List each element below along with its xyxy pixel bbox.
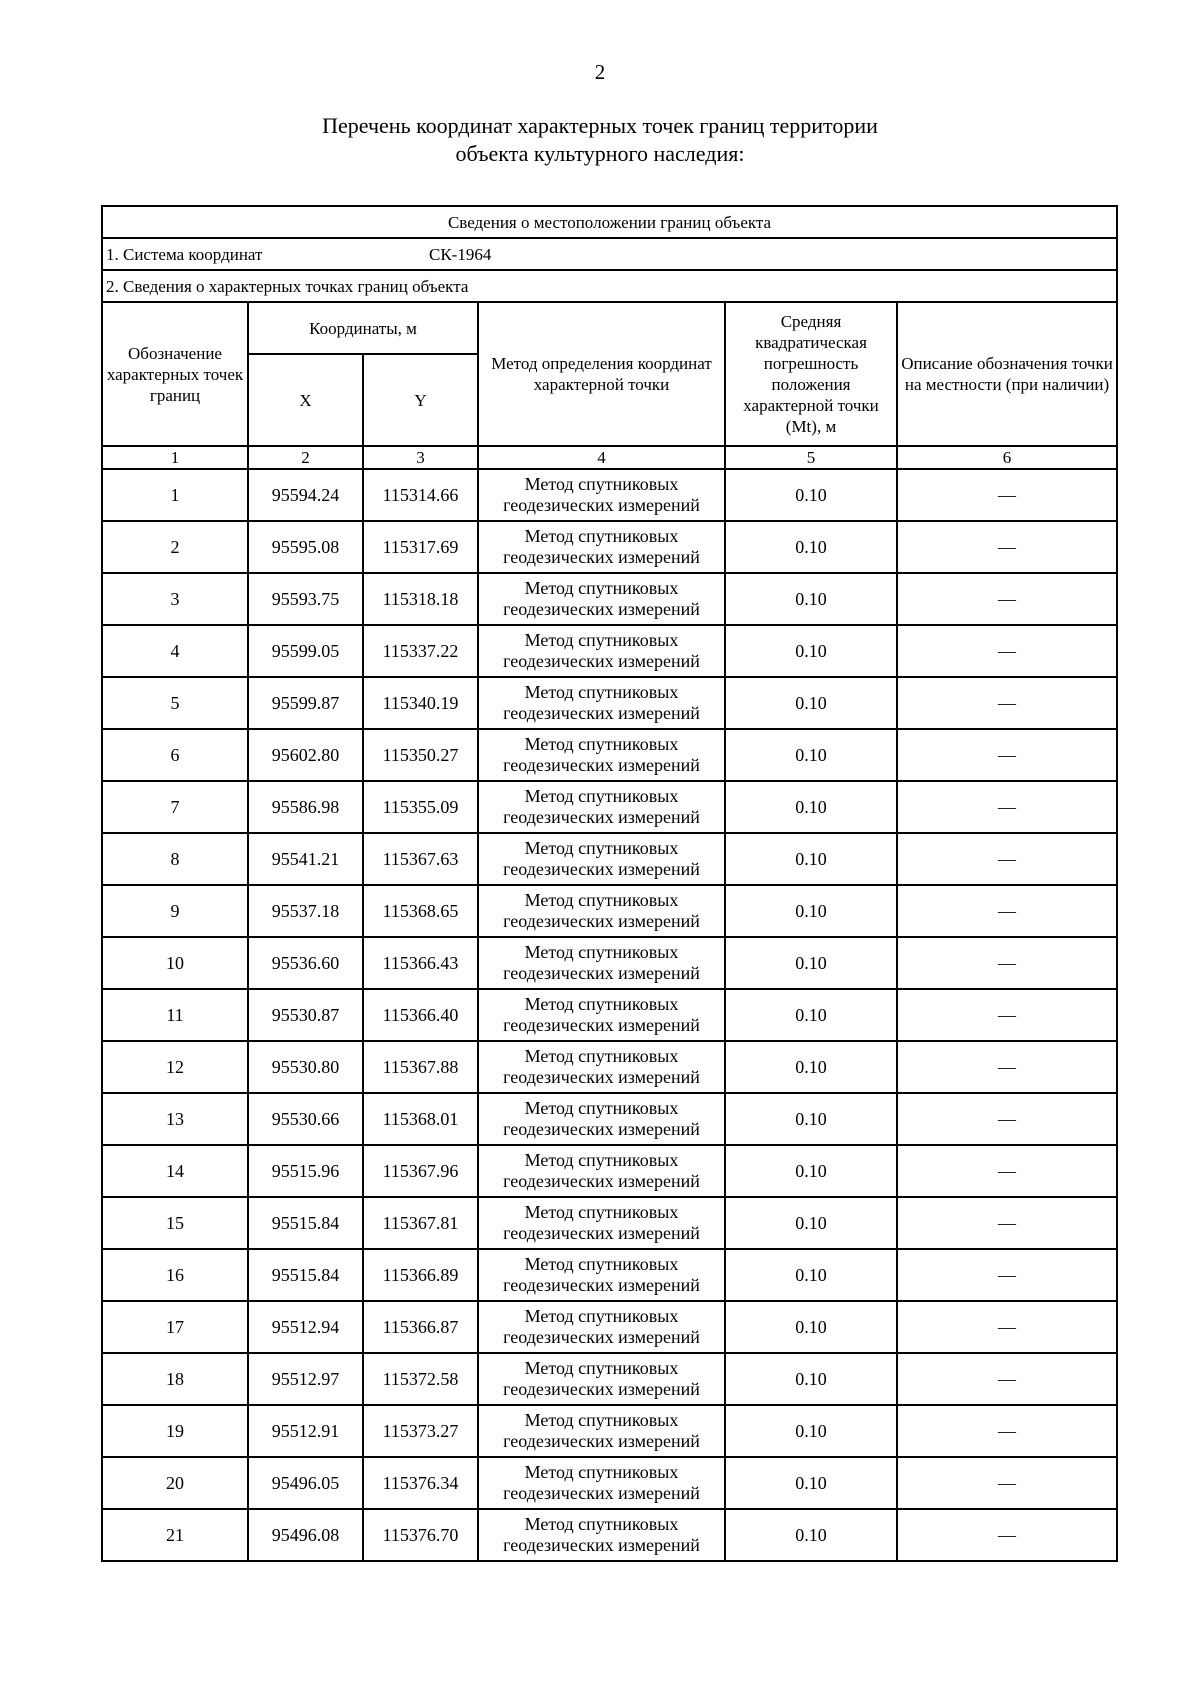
point-number: 18 — [102, 1353, 248, 1405]
method-line-2: геодезических измерений — [503, 547, 700, 567]
mean-square-error: 0.10 — [725, 625, 897, 677]
mean-square-error: 0.10 — [725, 729, 897, 781]
method-line-1: Метод спутниковых — [524, 890, 679, 910]
coordinate-y: 115367.96 — [363, 1145, 478, 1197]
coordinate-system-label: 1. Система координат — [106, 244, 263, 264]
method-line-1: Метод спутниковых — [524, 1462, 679, 1482]
coordinate-y: 115376.70 — [363, 1509, 478, 1561]
point-description: — — [897, 989, 1117, 1041]
coordinate-x: 95536.60 — [248, 937, 363, 989]
coordinate-x: 95595.08 — [248, 521, 363, 573]
coordinate-system-value: СК-1964 — [429, 244, 492, 264]
point-number: 13 — [102, 1093, 248, 1145]
method-line-2: геодезических измерений — [503, 651, 700, 671]
mean-square-error: 0.10 — [725, 833, 897, 885]
coordinate-y: 115350.27 — [363, 729, 478, 781]
point-description: — — [897, 573, 1117, 625]
column-number: 6 — [897, 446, 1117, 469]
mean-square-error: 0.10 — [725, 1145, 897, 1197]
point-number: 5 — [102, 677, 248, 729]
method-cell — [478, 937, 725, 989]
header-coordinates: Координаты, м — [248, 302, 478, 354]
table-row — [102, 885, 1117, 937]
point-number: 19 — [102, 1405, 248, 1457]
coordinate-x: 95541.21 — [248, 833, 363, 885]
table-row — [102, 625, 1117, 677]
coordinate-x: 95496.08 — [248, 1509, 363, 1561]
table-row — [102, 1041, 1117, 1093]
point-number: 1 — [102, 469, 248, 521]
method-line-1: Метод спутниковых — [524, 630, 679, 650]
section-header: Сведения о местоположении границ объекта — [102, 206, 1117, 238]
point-number: 8 — [102, 833, 248, 885]
method-cell — [478, 1145, 725, 1197]
coordinate-y: 115368.01 — [363, 1093, 478, 1145]
point-description: — — [897, 469, 1117, 521]
method-line-1: Метод спутниковых — [524, 994, 679, 1014]
column-numbers-row — [102, 446, 1117, 469]
table-row — [102, 1197, 1117, 1249]
coordinate-y: 115340.19 — [363, 677, 478, 729]
method-line-2: геодезических измерений — [503, 1015, 700, 1035]
method-cell — [478, 573, 725, 625]
header-description: Описание обозначения точки на местности (при наличии) — [897, 302, 1117, 446]
coordinate-y: 115368.65 — [363, 885, 478, 937]
mean-square-error: 0.10 — [725, 1249, 897, 1301]
mean-square-error: 0.10 — [725, 989, 897, 1041]
coordinate-x: 95515.84 — [248, 1249, 363, 1301]
method-line-2: геодезических измерений — [503, 1483, 700, 1503]
point-description: — — [897, 833, 1117, 885]
method-line-1: Метод спутниковых — [524, 682, 679, 702]
point-description: — — [897, 1457, 1117, 1509]
point-description: — — [897, 729, 1117, 781]
table-row — [102, 1301, 1117, 1353]
method-cell — [478, 1301, 725, 1353]
method-line-2: геодезических измерений — [503, 755, 700, 775]
mean-square-error: 0.10 — [725, 781, 897, 833]
method-line-2: геодезических измерений — [503, 495, 700, 515]
point-description: — — [897, 1509, 1117, 1561]
method-cell — [478, 521, 725, 573]
method-line-2: геодезических измерений — [503, 807, 700, 827]
column-number: 5 — [725, 446, 897, 469]
method-cell — [478, 625, 725, 677]
coordinate-x: 95599.87 — [248, 677, 363, 729]
method-cell — [478, 677, 725, 729]
method-cell — [478, 1249, 725, 1301]
method-line-1: Метод спутниковых — [524, 942, 679, 962]
coordinate-y: 115314.66 — [363, 469, 478, 521]
method-line-2: геодезических измерений — [503, 1119, 700, 1139]
method-line-1: Метод спутниковых — [524, 1306, 679, 1326]
point-number: 11 — [102, 989, 248, 1041]
table-row — [102, 833, 1117, 885]
table-row — [102, 781, 1117, 833]
method-cell — [478, 833, 725, 885]
point-description: — — [897, 1145, 1117, 1197]
method-line-2: геодезических измерений — [503, 1223, 700, 1243]
point-number: 12 — [102, 1041, 248, 1093]
table-row — [102, 1509, 1117, 1561]
point-description: — — [897, 1353, 1117, 1405]
point-description: — — [897, 1197, 1117, 1249]
column-number: 2 — [248, 446, 363, 469]
point-description: — — [897, 625, 1117, 677]
method-cell — [478, 1353, 725, 1405]
coordinate-x: 95515.96 — [248, 1145, 363, 1197]
coordinate-x: 95586.98 — [248, 781, 363, 833]
coordinate-y: 115366.40 — [363, 989, 478, 1041]
point-description: — — [897, 885, 1117, 937]
point-description: — — [897, 781, 1117, 833]
coordinate-y: 115372.58 — [363, 1353, 478, 1405]
column-number: 1 — [102, 446, 248, 469]
method-cell — [478, 781, 725, 833]
table-row — [102, 729, 1117, 781]
method-line-2: геодезических измерений — [503, 1431, 700, 1451]
mean-square-error: 0.10 — [725, 677, 897, 729]
point-number: 17 — [102, 1301, 248, 1353]
point-description: — — [897, 937, 1117, 989]
method-line-2: геодезических измерений — [503, 599, 700, 619]
coordinate-x: 95515.84 — [248, 1197, 363, 1249]
mean-square-error: 0.10 — [725, 1457, 897, 1509]
table-row — [102, 521, 1117, 573]
point-number: 15 — [102, 1197, 248, 1249]
method-line-1: Метод спутниковых — [524, 786, 679, 806]
header-method: Метод определения координат характерной точки — [478, 302, 725, 446]
mean-square-error: 0.10 — [725, 1301, 897, 1353]
method-line-2: геодезических измерений — [503, 911, 700, 931]
coordinate-x: 95594.24 — [248, 469, 363, 521]
column-number: 4 — [478, 446, 725, 469]
coordinate-system-row — [102, 238, 1117, 270]
document-title — [0, 112, 1200, 168]
mean-square-error: 0.10 — [725, 521, 897, 573]
coordinate-x: 95496.05 — [248, 1457, 363, 1509]
mean-square-error: 0.10 — [725, 885, 897, 937]
point-description: — — [897, 677, 1117, 729]
method-cell — [478, 1093, 725, 1145]
method-line-1: Метод спутниковых — [524, 838, 679, 858]
coordinate-x: 95599.05 — [248, 625, 363, 677]
method-line-1: Метод спутниковых — [524, 1358, 679, 1378]
table-row — [102, 937, 1117, 989]
point-description: — — [897, 1249, 1117, 1301]
method-line-2: геодезических измерений — [503, 1379, 700, 1399]
method-line-2: геодезических измерений — [503, 1067, 700, 1087]
method-cell — [478, 989, 725, 1041]
point-number: 21 — [102, 1509, 248, 1561]
coordinate-x: 95512.94 — [248, 1301, 363, 1353]
table-row — [102, 989, 1117, 1041]
point-number: 6 — [102, 729, 248, 781]
coordinate-y: 115318.18 — [363, 573, 478, 625]
table-row — [102, 1093, 1117, 1145]
point-number: 7 — [102, 781, 248, 833]
table-row — [102, 1145, 1117, 1197]
coordinate-y: 115366.89 — [363, 1249, 478, 1301]
method-cell — [478, 1197, 725, 1249]
mean-square-error: 0.10 — [725, 1353, 897, 1405]
mean-square-error: 0.10 — [725, 573, 897, 625]
point-description: — — [897, 1301, 1117, 1353]
point-number: 9 — [102, 885, 248, 937]
coordinate-y: 115376.34 — [363, 1457, 478, 1509]
coordinate-y: 115355.09 — [363, 781, 478, 833]
method-line-1: Метод спутниковых — [524, 1150, 679, 1170]
point-description: — — [897, 521, 1117, 573]
method-line-1: Метод спутниковых — [524, 474, 679, 494]
point-number: 2 — [102, 521, 248, 573]
mean-square-error: 0.10 — [725, 1041, 897, 1093]
method-cell — [478, 1457, 725, 1509]
method-line-1: Метод спутниковых — [524, 1202, 679, 1222]
method-line-2: геодезических измерений — [503, 1171, 700, 1191]
column-number: 3 — [363, 446, 478, 469]
coordinates-table — [101, 205, 1118, 1562]
document-title-line-1: Перечень координат характерных точек границ территории — [322, 113, 878, 138]
coordinate-y: 115366.43 — [363, 937, 478, 989]
method-line-1: Метод спутниковых — [524, 1514, 679, 1534]
table-row — [102, 469, 1117, 521]
point-description: — — [897, 1405, 1117, 1457]
mean-square-error: 0.10 — [725, 937, 897, 989]
coordinate-x: 95537.18 — [248, 885, 363, 937]
method-line-1: Метод спутниковых — [524, 1254, 679, 1274]
point-description: — — [897, 1093, 1117, 1145]
document-title-line-2: объекта культурного наследия: — [455, 141, 745, 166]
method-line-2: геодезических измерений — [503, 703, 700, 723]
coordinate-x: 95530.66 — [248, 1093, 363, 1145]
coordinate-x: 95512.91 — [248, 1405, 363, 1457]
coordinate-y: 115317.69 — [363, 521, 478, 573]
mean-square-error: 0.10 — [725, 1405, 897, 1457]
table-row — [102, 1249, 1117, 1301]
method-line-1: Метод спутниковых — [524, 1098, 679, 1118]
method-cell — [478, 1405, 725, 1457]
method-line-1: Метод спутниковых — [524, 1410, 679, 1430]
point-number: 3 — [102, 573, 248, 625]
header-error: Средняя квадратическая погрешность положения характерной точки (Mt), м — [725, 302, 897, 446]
method-cell — [478, 469, 725, 521]
page-number: 2 — [594, 60, 606, 84]
coordinate-y: 115373.27 — [363, 1405, 478, 1457]
method-line-2: геодезических измерений — [503, 859, 700, 879]
mean-square-error: 0.10 — [725, 1093, 897, 1145]
coordinate-y: 115366.87 — [363, 1301, 478, 1353]
header-designation: Обозначение характерных точек границ — [102, 302, 248, 446]
coordinate-x: 95512.97 — [248, 1353, 363, 1405]
method-cell — [478, 1041, 725, 1093]
coordinate-y: 115337.22 — [363, 625, 478, 677]
method-line-2: геодезических измерений — [503, 963, 700, 983]
method-cell — [478, 1509, 725, 1561]
coordinate-y: 115367.81 — [363, 1197, 478, 1249]
point-number: 4 — [102, 625, 248, 677]
header-x: X — [248, 354, 363, 446]
table-row — [102, 1405, 1117, 1457]
table-row — [102, 1353, 1117, 1405]
method-line-2: геодезических измерений — [503, 1275, 700, 1295]
coordinate-x: 95602.80 — [248, 729, 363, 781]
coordinate-x: 95593.75 — [248, 573, 363, 625]
mean-square-error: 0.10 — [725, 1509, 897, 1561]
mean-square-error: 0.10 — [725, 1197, 897, 1249]
method-line-2: геодезических измерений — [503, 1535, 700, 1555]
point-description: — — [897, 1041, 1117, 1093]
point-number: 14 — [102, 1145, 248, 1197]
point-number: 10 — [102, 937, 248, 989]
method-cell — [478, 729, 725, 781]
coordinate-y: 115367.88 — [363, 1041, 478, 1093]
table-row — [102, 573, 1117, 625]
point-number: 20 — [102, 1457, 248, 1509]
method-line-2: геодезических измерений — [503, 1327, 700, 1347]
method-line-1: Метод спутниковых — [524, 734, 679, 754]
table-row — [102, 1457, 1117, 1509]
method-cell — [478, 885, 725, 937]
coordinate-x: 95530.80 — [248, 1041, 363, 1093]
coordinate-y: 115367.63 — [363, 833, 478, 885]
coordinate-x: 95530.87 — [248, 989, 363, 1041]
method-line-1: Метод спутниковых — [524, 578, 679, 598]
table-row — [102, 677, 1117, 729]
points-info-label: 2. Сведения о характерных точках границ объекта — [102, 270, 1117, 302]
header-y: Y — [363, 354, 478, 446]
point-number: 16 — [102, 1249, 248, 1301]
method-line-1: Метод спутниковых — [524, 526, 679, 546]
method-line-1: Метод спутниковых — [524, 1046, 679, 1066]
mean-square-error: 0.10 — [725, 469, 897, 521]
